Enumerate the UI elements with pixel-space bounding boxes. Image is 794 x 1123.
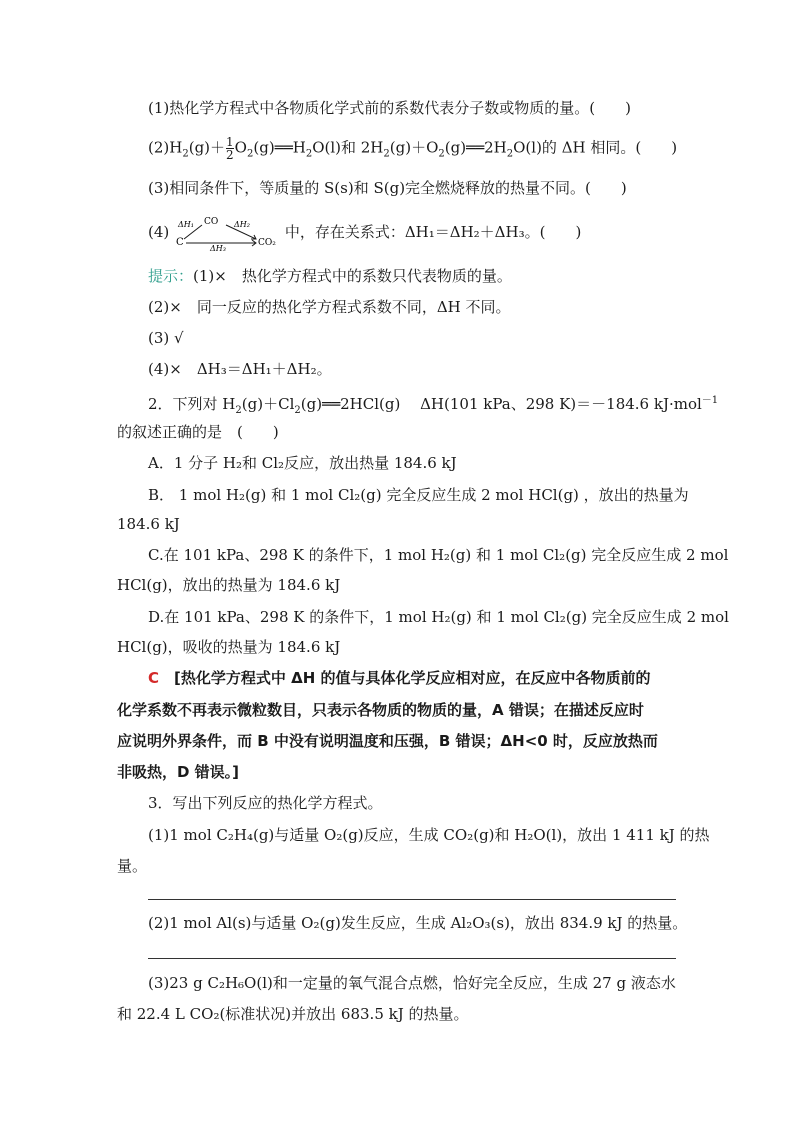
q2-explanation-line-1 <box>148 668 650 688</box>
hint-line-1 <box>148 266 512 286</box>
q1-item-2-part: (g)＋ <box>188 138 226 157</box>
subscript: 2 <box>294 405 301 416</box>
q3-item-3: (3)23 g C₂H₆O(l)和一定量的氧气混合点燃，恰好完全反应，生成 27 g 液态水 <box>148 974 676 992</box>
q1-item-2-part: O(l)的 ΔH 相同。( ) <box>513 138 678 157</box>
answer-line-1 <box>148 899 676 900</box>
q1-item-2-part: (g)══H <box>253 138 306 157</box>
q1-item-1: (1)热化学方程式中各物质化学式前的系数代表分子数或物质的量。( ) <box>148 99 631 117</box>
answer-line-2 <box>148 958 676 959</box>
diagram-dh2: ΔH₂ <box>234 220 250 229</box>
subscript: 2 <box>182 148 189 160</box>
diagram-dh3: ΔH₃ <box>210 244 226 251</box>
q2-explanation-line-3: 应说明外界条件，而 B 中没有说明温度和压强，B 错误；ΔH<0 时，反应放热而 <box>117 732 658 750</box>
hint-line-3: (3) √ <box>148 329 184 347</box>
q3-item-3-cont: 和 22.4 L CO₂(标准状况)并放出 683.5 kJ 的热量。 <box>117 1005 469 1023</box>
q1-item-2-part: (g)＋O <box>389 138 439 157</box>
hint-line-4: (4)× ΔH₃＝ΔH₁＋ΔH₂。 <box>148 360 332 378</box>
q2-answer: C <box>148 669 160 687</box>
q2-explanation-line-2: 化学系数不再表示微粒数目，只表示各物质的物质的量，A 错误；在描述反应时 <box>117 701 644 719</box>
q2-stem-part: (g)══2HCl(g) ΔH(101 kPa、298 K)＝－184.6 kJ·mol <box>300 395 702 413</box>
q1-item-4 <box>148 214 581 250</box>
diagram-c: C <box>176 237 184 248</box>
hint-line-2: (2)× 同一反应的热化学方程式系数不同，ΔH 不同。 <box>148 298 511 316</box>
q3-item-2: (2)1 mol Al(s)与适量 O₂(g)发生反应，生成 Al₂O₃(s)，放出 834.9 kJ 的热量。 <box>148 914 688 932</box>
q2-option-b: B． 1 mol H₂(g) 和 1 mol Cl₂(g) 完全反应生成 2 mol HCl(g) ，放出的热量为 <box>148 486 689 504</box>
fraction-half <box>226 136 234 161</box>
q1-item-3: (3)相同条件下，等质量的 S(s)和 S(g)完全燃烧释放的热量不同。( ) <box>148 179 627 197</box>
q2-stem-line-2: 的叙述正确的是 ( ) <box>117 423 279 441</box>
q2-option-a: A．1 分子 H₂和 Cl₂反应，放出热量 184.6 kJ <box>148 454 457 472</box>
subscript: 2 <box>438 148 445 160</box>
subscript: 2 <box>235 405 242 416</box>
q1-item-2-part: (g)══2H <box>444 138 507 157</box>
q2-option-c-cont: HCl(g)，放出的热量为 184.6 kJ <box>117 576 341 594</box>
q3-stem: 3．写出下列反应的热化学方程式。 <box>148 794 383 812</box>
q1-item-2-part: O(l)和 2H <box>312 138 384 157</box>
q2-option-d-cont: HCl(g)，吸收的热量为 184.6 kJ <box>117 638 341 656</box>
subscript: 2 <box>246 148 254 160</box>
subscript: 2 <box>506 148 514 160</box>
subscript: 2 <box>305 148 313 160</box>
fraction-denominator: 2 <box>226 148 234 162</box>
diagram-co2: CO₂ <box>258 238 276 248</box>
q2-explanation-line-4: 非吸热，D 错误。] <box>117 763 240 781</box>
q2-stem-part: 2．下列对 H <box>148 395 236 413</box>
reaction-path-diagram <box>174 215 280 251</box>
diagram-co: CO <box>204 217 219 227</box>
fraction-numerator: 1 <box>226 135 234 149</box>
q3-item-1: (1)1 mol C₂H₄(g)与适量 O₂(g)反应，生成 CO₂(g)和 H₂O(l)，放出 1 411 kJ 的热 <box>148 826 710 844</box>
hint-label: 提示： <box>148 267 194 285</box>
q1-item-4-label: (4) <box>148 223 170 241</box>
q2-option-c: C.在 101 kPa、298 K 的条件下，1 mol H₂(g) 和 1 mol Cl₂(g) 完全反应生成 2 mol <box>148 546 729 564</box>
q1-item-2-part: O <box>234 138 247 157</box>
diagram-dh1: ΔH₁ <box>178 220 194 229</box>
q2-stem <box>148 391 718 421</box>
q3-item-1-cont: 量。 <box>117 857 148 875</box>
q1-item-2 <box>148 136 677 165</box>
q2-stem-part: (g)＋Cl <box>241 395 295 413</box>
hint-text: (1)× 热化学方程式中的系数只代表物质的量。 <box>193 267 512 285</box>
q2-explanation-text: [热化学方程式中 ΔH 的值与具体化学反应相对应，在反应中各物质前的 <box>159 669 651 687</box>
superscript: －1 <box>701 395 719 406</box>
q2-option-b-cont: 184.6 kJ <box>117 515 180 533</box>
q1-item-4-text: 中，存在关系式：ΔH₁＝ΔH₂＋ΔH₃。( ) <box>284 223 582 241</box>
subscript: 2 <box>383 148 390 160</box>
q2-option-d: D.在 101 kPa、298 K 的条件下，1 mol H₂(g) 和 1 mol Cl₂(g) 完全反应生成 2 mol <box>148 608 729 626</box>
q1-item-2-part: (2)H <box>148 138 183 157</box>
